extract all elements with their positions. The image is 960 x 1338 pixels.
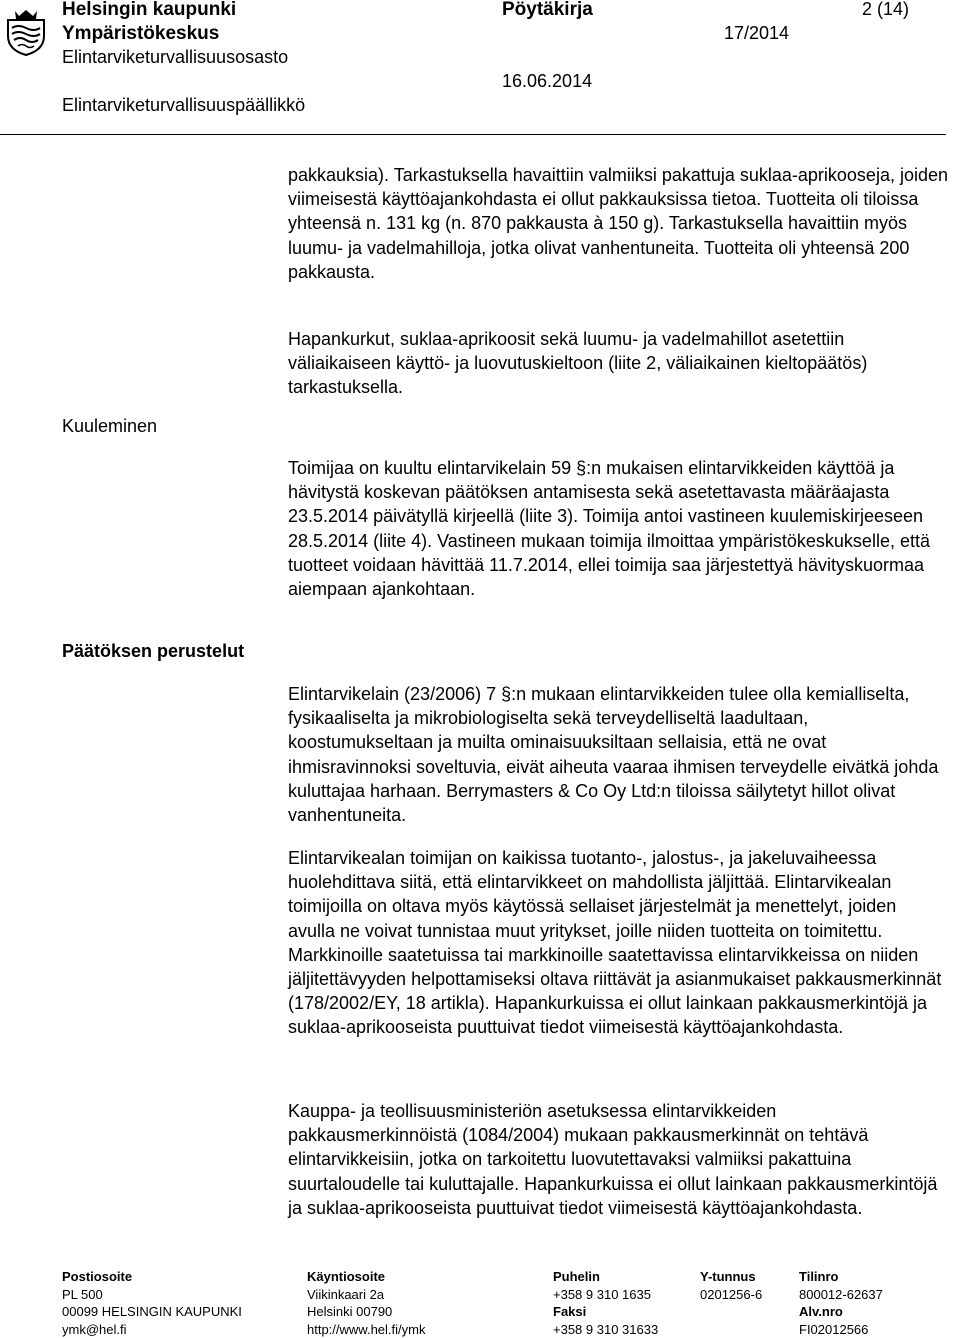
paragraph-labelling-decree: Kauppa- ja teollisuusministeriön asetuksessa elintarvikkeiden pakkausmerkinnöistä (1084/2004) mukaan pakkausmerkinnät on tehtävä elintarvikkeisiin, jotka on tarkoitettu luovutettavaksi valmiiksi pakattuina suurtaloudelle tai kuluttajalle. Hapankurkuissa ei ollut lainkaan pakkausmerkintöjä ja suklaa-aprikooseista puuttuivat tiedot viimeisestä käyttöajankohdasta. [288, 1099, 948, 1220]
header-divider [0, 134, 946, 135]
document-number: 17/2014 [724, 24, 789, 42]
unit-name: Elintarviketurvallisuusosasto [62, 48, 288, 66]
footer-phone-label: Puhelin [553, 1268, 658, 1286]
footer-bank-label: Tilinro [799, 1268, 883, 1286]
paragraph-hearing: Toimijaa on kuultu elintarvikelain 59 §:n mukaisen elintarvikkeiden käyttöä ja hävitystä koskevan päätöksen antamisesta sekä asetettavasta määräajasta 23.5.2014 päivätyllä kirjeellä (liite 3). Toimija antoi vastineen kuulemiskirjeeseen 28.5.2014 (liite 4). Vastineen mukaan toimija ilmoittaa ympäristökeskukselle, että tuotteet voidaan hävittää 11.7.2014, ellei toimija saa järjestettyä hävityskuormaa aiempaan ajankohtaan. [288, 456, 948, 601]
paragraph-food-law: Elintarvikelain (23/2006) 7 §:n mukaan elintarvikkeiden tulee olla kemialliselta, fysikaaliselta ja mikrobiologiselta sekä terveydelliseltä laadultaan, koostumukseltaan ja muilta ominaisuuksiltaan sellaisia, että ne ovat ihmisravinnoksi soveltuvia, eivät aiheuta vaaraa ihmisen terveydelle eivätkä johda kuluttajaa harhaan. Berrymasters & Co Oy Ltd:n tiloissa säilytetyt hillot olivat vanhentuneita. [288, 682, 948, 827]
footer-postal-address [62, 1268, 242, 1338]
paragraph-temporary-ban: Hapankurkut, suklaa-aprikoosit sekä luumu- ja vadelmahillot asetettiin väliaikaiseen käyttö- ja luovutuskieltoon (liite 2, väliaikainen kieltopäätös) tarkastuksella. [288, 327, 948, 400]
footer-visit-line1: Viikinkaari 2a [307, 1286, 425, 1304]
footer-fax-number: +358 9 310 31633 [553, 1321, 658, 1338]
section-label-hearing: Kuuleminen [62, 416, 157, 437]
footer-fax-label: Faksi [553, 1303, 658, 1321]
footer-website: http://www.hel.fi/ymk [307, 1321, 425, 1338]
paragraph-traceability: Elintarvikealan toimijan on kaikissa tuotanto-, jalostus-, ja jakeluvaiheessa huolehdittava siitä, että elintarvikkeet on mahdollista jäljittää. Elintarvikealan toimijoilla on oltava myös käytössä sellaiset järjestelmät ja menettelyt, joiden avulla ne voivat tunnistaa muut yritykset, joille niiden tuotteita on toimitettu. Markkinoille saatetuissa tai markkinoille saatettavissa elintarvikkeissa on niiden jäljitettävyyden helpottamiseksi oltava riittävät ja asianmukaiset pakkausmerkinnät (178/2002/EY, 18 artikla). Hapankurkuissa ei ollut lainkaan pakkausmerkintöjä ja suklaa-aprikooseista puuttuivat tiedot viimeisestä käyttöajankohdasta. [288, 846, 948, 1040]
footer-postal-label: Postiosoite [62, 1268, 242, 1286]
organization-name: Helsingin kaupunki [62, 0, 236, 19]
footer-vat-label: Alv.nro [799, 1303, 883, 1321]
footer-bank-account [799, 1268, 883, 1338]
paragraph-inspection-findings: pakkauksia). Tarkastuksella havaittiin valmiiksi pakattuja suklaa-aprikooseja, joiden viimeisestä käyttöajankohdasta ei ollut pakkauksissa tietoa. Tuotteita oli tiloissa yhteensä n. 131 kg (n. 870 pakkausta à 150 g). Tarkastuksella havaittiin myös luumu- ja vadelmahilloja, jotka olivat vanhentuneita. Tuotteita oli yhteensä 200 pakkausta. [288, 163, 948, 284]
section-label-reasons: Päätöksen perustelut [62, 641, 244, 662]
document-type: Pöytäkirja [502, 0, 593, 19]
official-title: Elintarviketurvallisuuspäällikkö [62, 96, 305, 114]
page-number: 2 (14) [862, 0, 909, 18]
footer-business-id [700, 1268, 762, 1303]
footer-bank-number: 800012-62637 [799, 1286, 883, 1304]
footer-ytunnus-label: Y-tunnus [700, 1268, 762, 1286]
footer-vat-number: FI02012566 [799, 1321, 883, 1338]
footer-phone-number: +358 9 310 1635 [553, 1286, 658, 1304]
footer-postal-line1: PL 500 [62, 1286, 242, 1304]
footer-ytunnus-value: 0201256-6 [700, 1286, 762, 1304]
document-date: 16.06.2014 [502, 72, 592, 90]
helsinki-crest-logo [4, 6, 48, 56]
footer-phone [553, 1268, 658, 1338]
footer-postal-line2: 00099 HELSINGIN KAUPUNKI [62, 1303, 242, 1321]
footer-email: ymk@hel.fi [62, 1321, 242, 1338]
footer-visit-label: Käyntiosoite [307, 1268, 425, 1286]
department-name: Ympäristökeskus [62, 24, 219, 43]
footer-visit-line2: Helsinki 00790 [307, 1303, 425, 1321]
footer-visiting-address [307, 1268, 425, 1338]
